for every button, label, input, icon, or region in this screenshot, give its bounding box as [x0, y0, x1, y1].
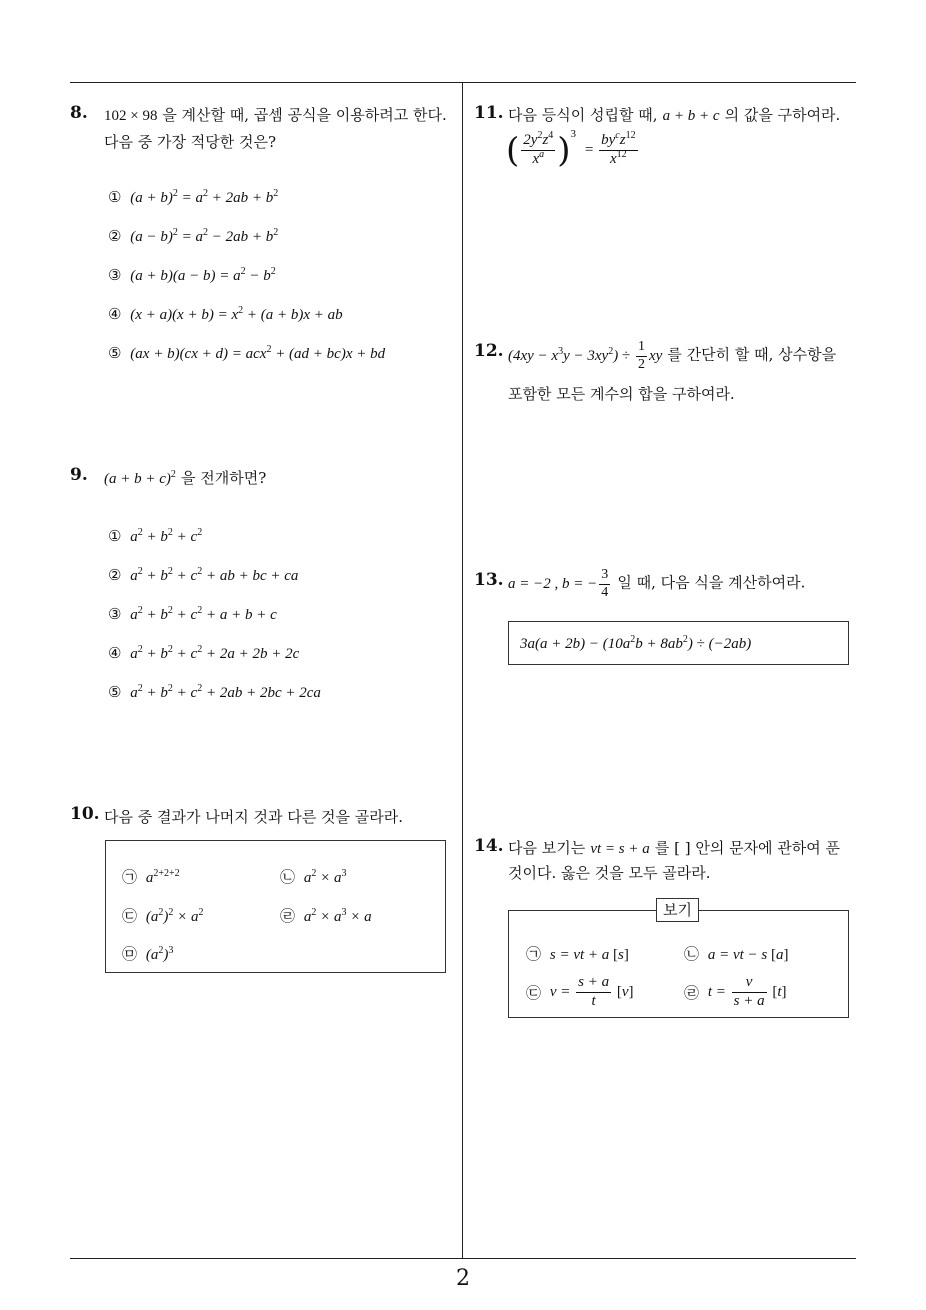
- item-mark: ㉣: [280, 907, 296, 925]
- question-11-equation: ( $\frac{2y^2z^4}{x^a}$ )$^3$ = $\frac{by^cz^{12}}{x^{12}}$: [506, 128, 636, 171]
- choice-formula: $(x + a)(x + b) = x^2 + (a + b)x$ + ab: [126, 305, 343, 323]
- item-formula: $a^2 \times a^3$: [300, 868, 347, 886]
- choice-mark: ②: [108, 227, 122, 245]
- question-10-number: 10.: [70, 804, 100, 824]
- question-13-boxed-expr: [520, 633, 751, 653]
- question-14-text-1b: 를 [ ] 안의 문자에 관하여 푼: [654, 839, 841, 857]
- bogi-label: 보기: [656, 898, 699, 922]
- question-12-number: 12.: [474, 341, 504, 361]
- question-14-line-1: [508, 837, 840, 858]
- question-14-number: 14.: [474, 836, 504, 856]
- question-12-expr: $(4xy - x^3y - 3xy^2)$ ÷ $\frac{1}{2}$ xy: [508, 339, 663, 372]
- item-formula: $a^2 \times a^3 \times a$: [300, 907, 372, 925]
- item-mark: ㉠: [526, 945, 542, 963]
- bottom-rule: [70, 1258, 856, 1259]
- boxed-formula: $3a(a + 2b) - (10a^2b + 8ab^2) \div (-2ab)$: [520, 634, 752, 652]
- item-formula: t = $\frac{v}{s + a}$ [t]: [704, 974, 787, 1009]
- choice-formula: $(a - b)^2 = a^2 - 2ab + b^2$: [126, 227, 279, 245]
- question-9-text: 을 전개하면?: [181, 469, 267, 487]
- question-8-choice-2[interactable]: [108, 226, 278, 246]
- question-11-text-2: 의 값을 구하여라.: [724, 106, 841, 124]
- question-12-line-1: [508, 340, 836, 372]
- item-formula: s = vt + a [s]: [546, 947, 629, 963]
- item-mark: ㉣: [684, 983, 700, 1002]
- question-14-item-2: [684, 943, 789, 964]
- question-8-line-1: [104, 104, 447, 125]
- question-8-expr: 102 × 98: [104, 108, 158, 124]
- question-8-line-2: 다음 중 가장 적당한 것은?: [104, 133, 277, 151]
- item-mark: ㉢: [526, 983, 542, 1002]
- choice-mark: ①: [108, 188, 122, 206]
- question-9-line: [104, 467, 266, 488]
- question-8-choice-1[interactable]: [108, 187, 278, 207]
- question-8-text-1: 을 계산할 때, 곱셈 공식을 이용하려고 한다.: [157, 106, 447, 124]
- choice-mark: ③: [108, 266, 122, 284]
- item-mark: ㉢: [122, 907, 138, 925]
- question-14-item-3: [526, 975, 634, 1010]
- item-formula: v = $\frac{s + a}{t}$ [v]: [546, 974, 634, 1009]
- choice-mark: ③: [108, 605, 122, 623]
- question-14-item-1: [526, 943, 629, 964]
- question-13-line: [508, 568, 805, 600]
- choice-mark: ②: [108, 566, 122, 584]
- question-14-line-2: 것이다. 옳은 것을 모두 골라라.: [508, 864, 711, 882]
- question-9-choice-2[interactable]: [108, 565, 298, 585]
- question-11-text-1: 다음 등식이 성립할 때,: [508, 106, 658, 124]
- question-14-text-1a: 다음 보기는: [508, 839, 586, 857]
- item-formula: $a^{2+2+2}$: [142, 868, 180, 886]
- choice-mark: ①: [108, 527, 122, 545]
- item-mark: ㉡: [684, 945, 700, 963]
- item-formula: a = vt − s [a]: [704, 947, 789, 963]
- question-13-number: 13.: [474, 570, 504, 590]
- choice-formula: $a^2 + b^2 + c^2$ + ab + bc + ca: [126, 566, 299, 584]
- choice-mark: ⑤: [108, 683, 122, 701]
- question-8-number: 8.: [70, 103, 88, 123]
- choice-formula: $a^2 + b^2 + c^2 + 2ab + 2bc + 2ca$: [126, 683, 321, 701]
- item-mark: ㉤: [122, 945, 138, 963]
- question-9-choice-5[interactable]: [108, 682, 321, 702]
- item-mark: ㉠: [122, 868, 138, 886]
- question-10-item-1: [122, 866, 180, 887]
- item-mark: ㉡: [280, 868, 296, 886]
- item-formula: $(a^2)^2 \times a^2$: [142, 907, 204, 925]
- question-10-item-4: [280, 905, 372, 926]
- choice-formula: (ax + b)(cx + d) = acx$^2$ + (ad + bc)x + bd: [126, 344, 386, 362]
- question-14-expr: vt = s + a: [590, 841, 650, 857]
- question-11-expr: a + b + c: [662, 108, 720, 124]
- page-number: 2: [456, 1266, 470, 1291]
- question-9-choice-3[interactable]: [108, 604, 277, 624]
- choice-formula: $a^2 + b^2 + c^2 + a + b + c$: [126, 605, 277, 623]
- choice-mark: ④: [108, 644, 122, 662]
- question-12-text-1: 를 간단히 할 때, 상수항을: [667, 345, 837, 364]
- question-14-item-4: [684, 975, 787, 1010]
- choice-mark: ⑤: [108, 344, 122, 362]
- question-10-item-2: [280, 866, 346, 887]
- question-9-choice-4[interactable]: [108, 643, 299, 663]
- choice-formula: $(a + b)^2 = a^2 + 2ab + b^2$: [126, 188, 279, 206]
- question-13-cond: a = −2 , b = − $\frac{3}{4}$: [508, 567, 609, 600]
- question-10-item-3: [122, 905, 203, 926]
- question-8-choice-5[interactable]: [108, 343, 385, 363]
- column-divider: [462, 83, 463, 1258]
- question-10-item-5: [122, 943, 173, 964]
- choice-formula: $a^2 + b^2 + c^2$: [126, 527, 203, 545]
- question-9-choice-1[interactable]: [108, 526, 202, 546]
- question-9-number: 9.: [70, 465, 88, 485]
- top-rule: [70, 82, 856, 83]
- question-10-text: 다음 중 결과가 나머지 것과 다른 것을 골라라.: [104, 808, 403, 826]
- choice-mark: ④: [108, 305, 122, 323]
- question-11-number: 11.: [474, 103, 504, 123]
- question-13-text: 일 때, 다음 식을 계산하여라.: [617, 573, 806, 592]
- question-11-line: [508, 104, 840, 125]
- question-12-line-2: 포함한 모든 계수의 합을 구하여라.: [508, 385, 735, 403]
- question-9-expr: $(a + b + c)^2$: [104, 469, 176, 487]
- choice-formula: $(a + b)(a - b) = a^2 - b^2$: [126, 266, 276, 284]
- question-8-choice-3[interactable]: [108, 265, 276, 285]
- question-8-choice-4[interactable]: [108, 304, 343, 324]
- item-formula: $(a^2)^3$: [142, 945, 174, 963]
- choice-formula: $a^2 + b^2 + c^2 + 2a + 2b + 2c$: [126, 644, 300, 662]
